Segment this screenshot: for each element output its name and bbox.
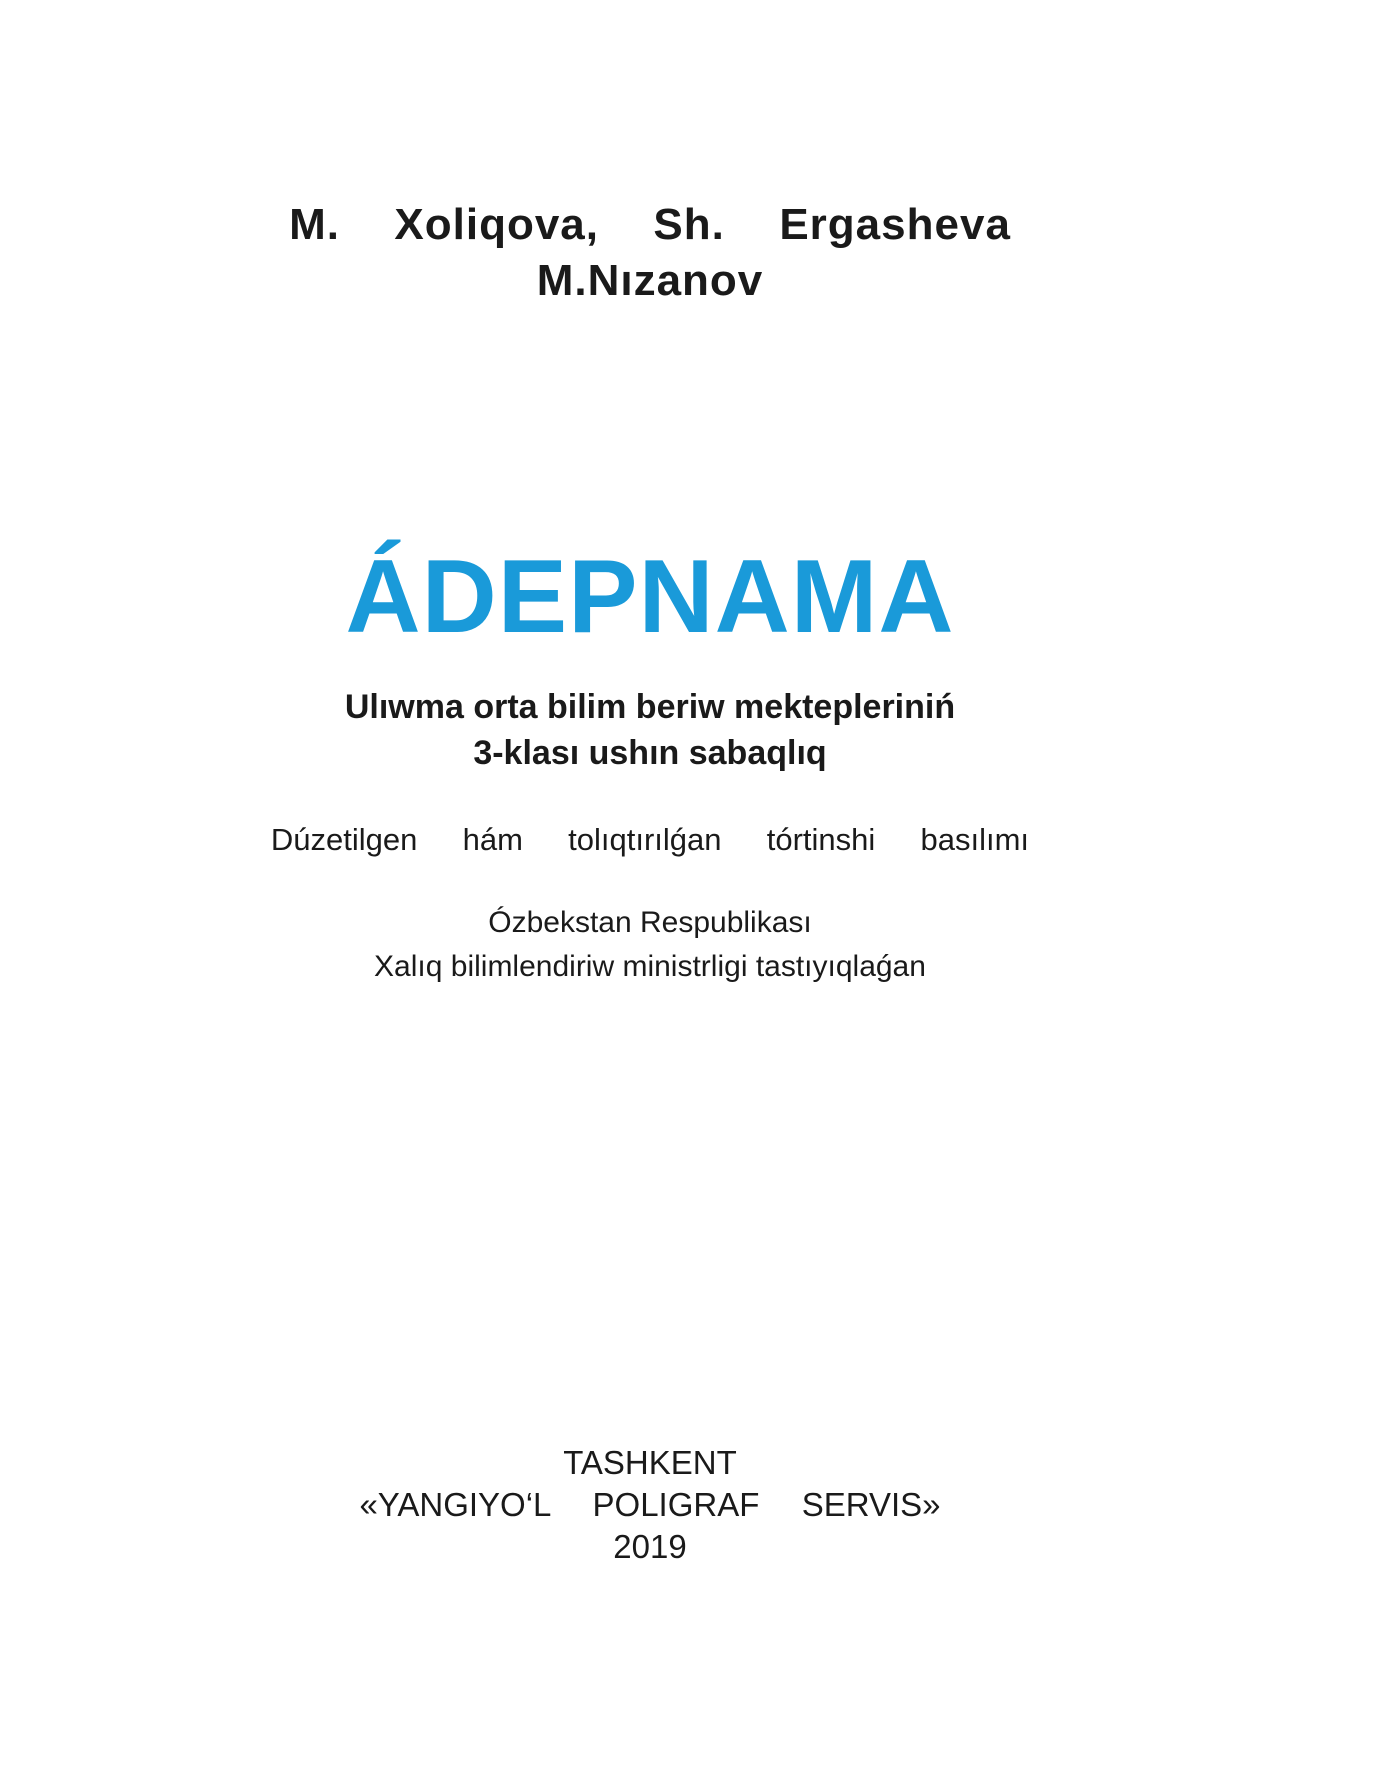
subtitle-line-2: 3-klası ushın sabaqlıq xyxy=(473,734,827,772)
book-title: ÁDEPNAMA xyxy=(345,539,955,655)
publisher-city: TASHKENT xyxy=(563,1444,737,1481)
authors-line-1: M. Xoliqova, Sh. Ergasheva xyxy=(289,200,1011,249)
approval-line-1: Ózbekstan Respublikası xyxy=(488,906,812,939)
edition-note: Dúzetilgen hám tolıqtırılǵan tórtinshi basılımı xyxy=(270,822,1030,857)
authors-line-2: M.Nızanov xyxy=(536,256,764,305)
approval-line-2: Xalıq bilimlendiriw ministrligi tastıyıqlaǵan xyxy=(374,950,926,983)
publication-year: 2019 xyxy=(613,1528,687,1565)
subtitle-line-1: Ulıwma orta bilim beriw mektepleriniń xyxy=(344,688,956,726)
publisher-name: «YANGIYO‘L POLIGRAF SERVIS» xyxy=(359,1486,941,1523)
